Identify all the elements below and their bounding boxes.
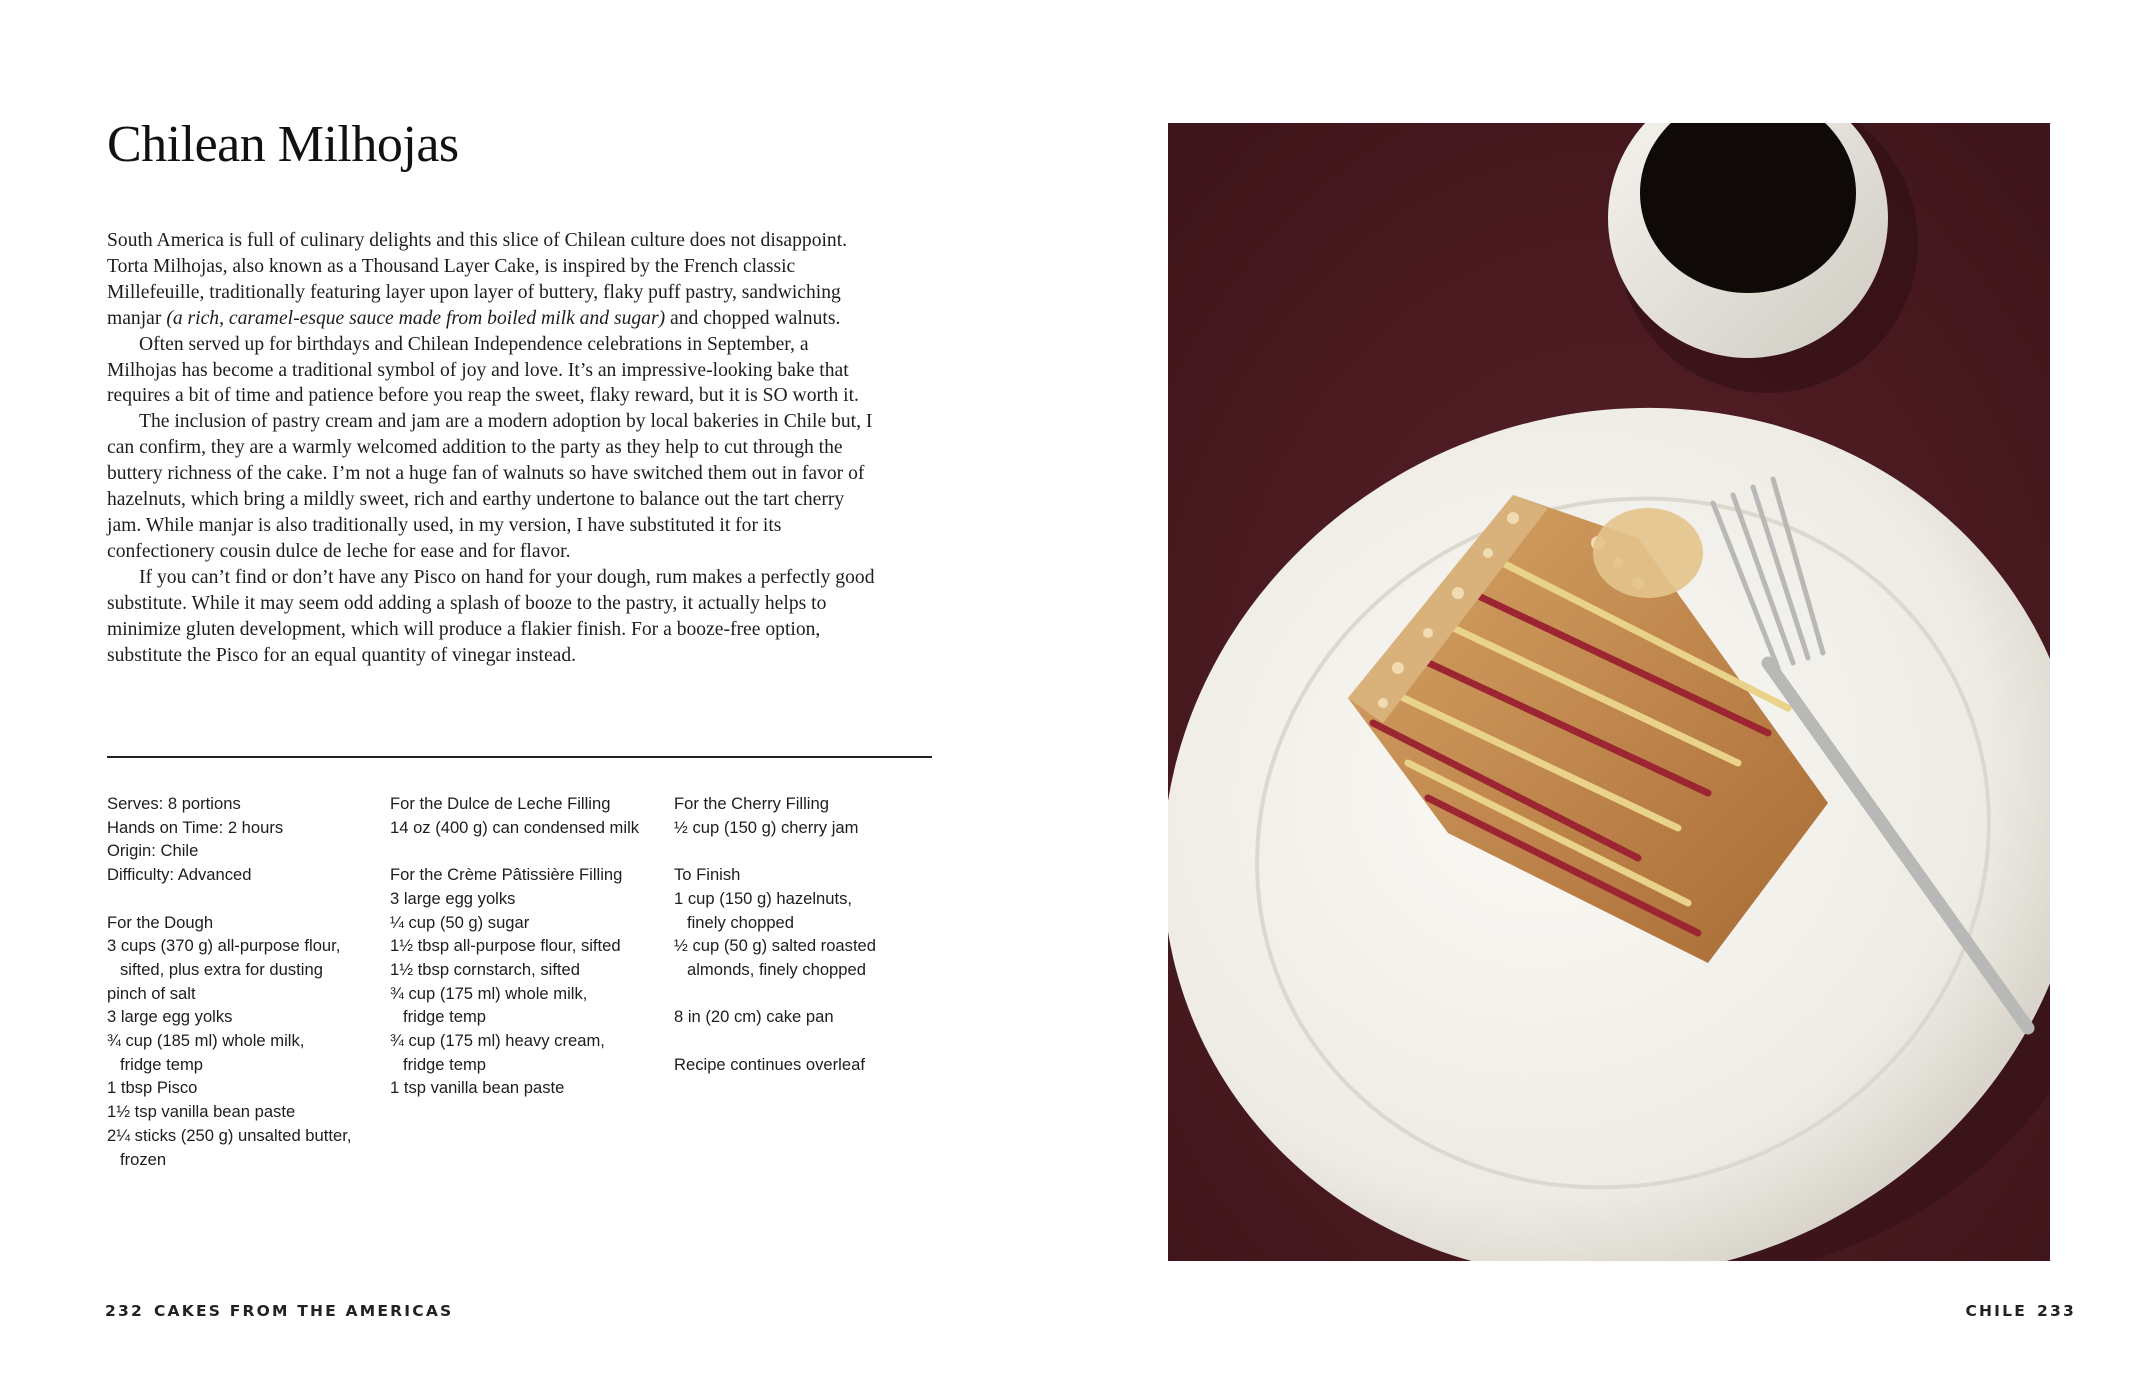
- ingredient: pinch of salt: [107, 983, 196, 1003]
- ingredients-column-2: [390, 792, 660, 1100]
- intro-paragraph-2: Often served up for birthdays and Chilean Independence celebrations in September, a Milhojas has become a traditional symbol of joy and love. It’s an impressive-looking bake that requires a bit of time and patience before you reap the sweet, flaky reward, but it is SO worth it.: [107, 333, 859, 407]
- intro-text: South America is full of culinary delights and this slice of Chilean culture does not disappoint. Torta Milhojas, also known as a Thousand Layer Cake, is inspired by the French classic Millefeuille, traditionally featuring layer upon layer of buttery, flaky puff pastry, sandwiching manjar: [107, 230, 848, 329]
- ingredient: fridge temp: [403, 1054, 487, 1074]
- cherry-heading: For the Cherry Filling: [674, 794, 829, 813]
- ingredient: 1½ tbsp cornstarch, sifted: [390, 959, 581, 979]
- intro-paragraph-1: [107, 228, 877, 332]
- ingredient: 1½ tbsp all-purpose flour, sifted: [390, 936, 621, 956]
- serves: Serves: 8 portions: [107, 794, 241, 813]
- ingredient: ¾ cup (175 ml) heavy cream,: [390, 1031, 605, 1051]
- ingredient: 1½ tsp vanilla bean paste: [107, 1102, 296, 1122]
- page-number: 233: [2037, 1302, 2076, 1320]
- recipe-intro: [107, 228, 877, 668]
- intro-paragraph-3: The inclusion of pastry cream and jam are a modern adoption by local bakeries in Chile but, I can confirm, they are a warmly welcomed addition to the party as they help to cut through the buttery richness of the cake. I’m not a huge fan of walnuts so have switched them out in favor of hazelnuts, which bring a mildly sweet, rich and earthy undertone to balance out the tart cherry jam. While manjar is also traditionally used, in my version, I have substituted it for its confectionery cousin dulce de leche for ease and for flavor.: [107, 411, 873, 562]
- ingredient: 3 large egg yolks: [390, 888, 516, 908]
- section-name: CHILE: [1965, 1302, 2028, 1320]
- folio-left: [105, 1302, 453, 1320]
- cake-photo-illustration: [1168, 123, 2050, 1261]
- ingredient: ¾ cup (175 ml) whole milk,: [390, 983, 588, 1003]
- intro-paragraph-4: If you can’t find or don’t have any Pisco on hand for your dough, rum makes a perfectly good substitute. While it may seem odd adding a splash of booze to the pastry, it actually helps to minimize gluten development, which will produce a flakier finish. For a booze-free option, substitute the Pisco for an equal quantity of vinegar instead.: [107, 566, 875, 666]
- continues-note: Recipe continues overleaf: [674, 1054, 865, 1074]
- section-divider: [107, 756, 932, 758]
- left-page: [0, 0, 1066, 1400]
- ingredient: 3 cups (370 g) all-purpose flour,: [107, 936, 341, 956]
- ingredients-column-1: [107, 792, 377, 1171]
- ingredient: ½ cup (50 g) salted roasted: [674, 936, 877, 956]
- ingredient: sifted, plus extra for dusting: [120, 959, 323, 979]
- ingredient: 1 tbsp Pisco: [107, 1078, 198, 1098]
- ingredients-column-3: [674, 792, 944, 1076]
- ingredient: 1 cup (150 g) hazelnuts,: [674, 888, 853, 908]
- ingredient: almonds, finely chopped: [687, 959, 866, 979]
- ingredient: 1 tsp vanilla bean paste: [390, 1078, 565, 1098]
- ingredient: 3 large egg yolks: [107, 1007, 233, 1027]
- ingredient: ¼ cup (50 g) sugar: [390, 912, 530, 932]
- hands-on-time: Hands on Time: 2 hours: [107, 817, 284, 837]
- section-name: CAKES FROM THE AMERICAS: [153, 1302, 454, 1320]
- page-number: 232: [105, 1302, 144, 1320]
- ingredient: 14 oz (400 g) can condensed milk: [390, 817, 640, 837]
- creme-heading: For the Crème Pâtissière Filling: [390, 865, 623, 885]
- ingredient: ¾ cup (185 ml) whole milk,: [107, 1031, 305, 1051]
- origin: Origin: Chile: [107, 841, 199, 861]
- ingredient: fridge temp: [403, 1007, 487, 1027]
- difficulty: Difficulty: Advanced: [107, 865, 252, 885]
- ingredient: frozen: [120, 1149, 167, 1169]
- ingredient: finely chopped: [687, 912, 795, 932]
- finish-heading: To Finish: [674, 865, 741, 885]
- ingredient: 2¼ sticks (250 g) unsalted butter,: [107, 1125, 352, 1145]
- dulce-heading: For the Dulce de Leche Filling: [390, 794, 611, 813]
- recipe-title: Chilean Milhojas: [107, 116, 459, 173]
- right-page: [1066, 0, 2133, 1400]
- intro-text: and chopped walnuts.: [665, 307, 841, 329]
- intro-italic-note: (a rich, caramel-esque sauce made from boiled milk and sugar): [166, 307, 666, 329]
- cake-photo: [1168, 123, 2050, 1261]
- equipment: 8 in (20 cm) cake pan: [674, 1007, 834, 1027]
- dough-heading: For the Dough: [107, 912, 214, 932]
- folio-right: [1965, 1302, 2076, 1320]
- ingredient: ½ cup (150 g) cherry jam: [674, 817, 859, 837]
- ingredient: fridge temp: [120, 1054, 204, 1074]
